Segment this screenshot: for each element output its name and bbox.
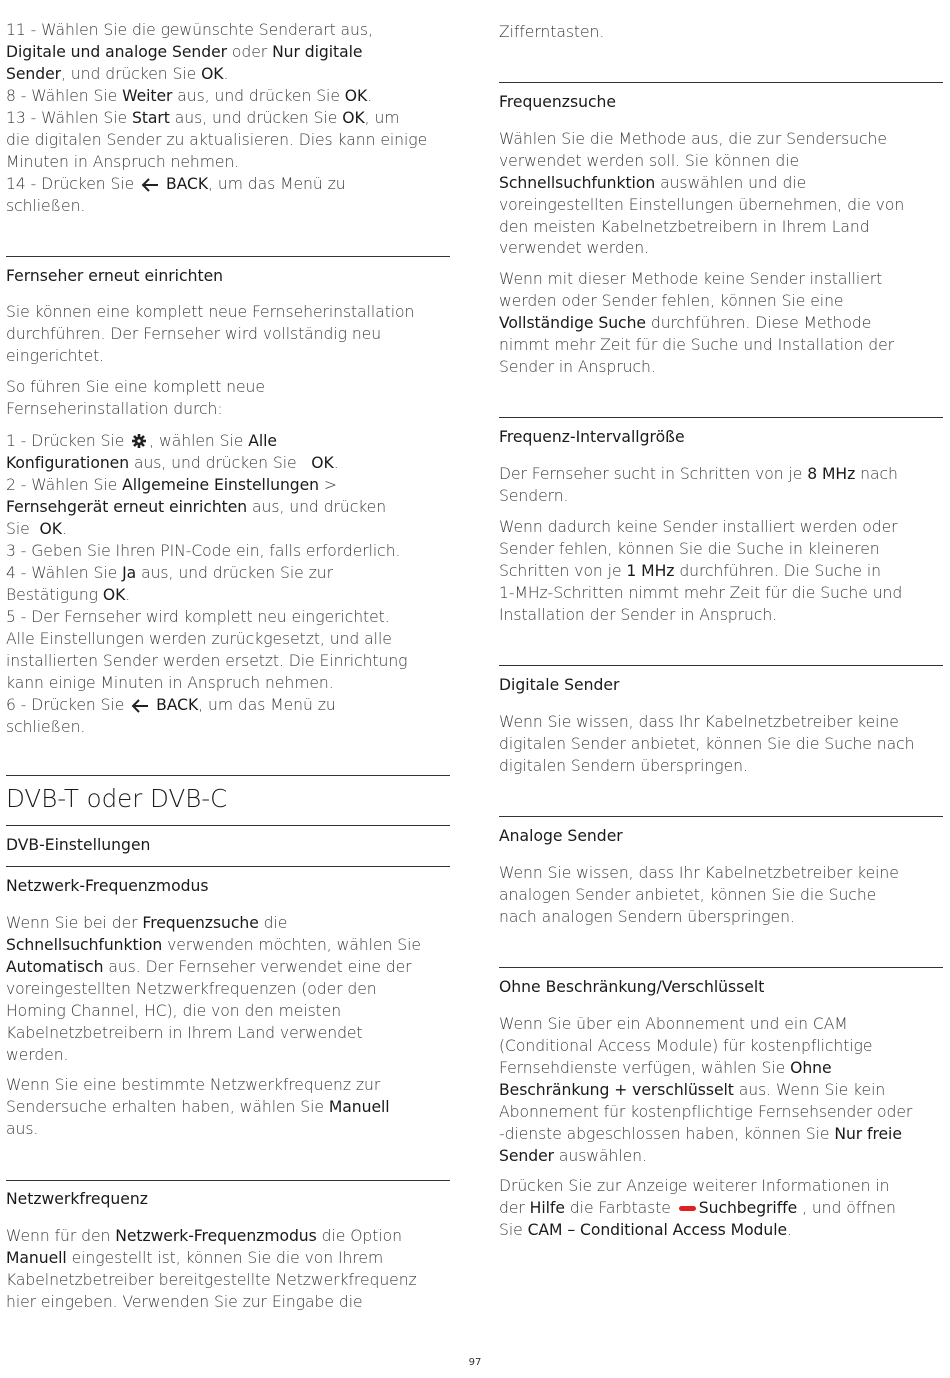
chapter-divider bbox=[6, 775, 450, 776]
paragraph-line: Automatisch aus. Der Fernseher verwendet eine der bbox=[6, 958, 412, 976]
step-line: 5 - Der Fernseher wird komplett neu eingerichtet. bbox=[6, 608, 390, 626]
section-divider bbox=[6, 825, 450, 826]
section-divider bbox=[499, 82, 943, 83]
paragraph-line: Sie CAM – Conditional Access Module. bbox=[499, 1221, 792, 1239]
step-line: 2 - Wählen Sie Allgemeine Einstellungen > bbox=[6, 476, 337, 494]
step-line: 13 - Wählen Sie Start aus, und drücken Sie OK, um bbox=[6, 109, 400, 127]
step-line: Digitale und analoge Sender oder Nur digitale bbox=[6, 43, 363, 61]
paragraph-line: verwendet werden soll. Sie können die bbox=[499, 152, 800, 170]
chapter-title: DVB-T oder DVB-C bbox=[6, 784, 228, 813]
subchapter-title: DVB-Einstellungen bbox=[6, 836, 151, 854]
paragraph-line: Schritten von je 1 MHz durchführen. Die Suche in bbox=[499, 562, 881, 580]
paragraph-line: nach analogen Sendern überspringen. bbox=[499, 908, 795, 926]
step-line: kann einige Minuten in Anspruch nehmen. bbox=[6, 674, 334, 692]
paragraph-line: voreingestellten Netzwerkfrequenzen (oder den bbox=[6, 980, 377, 998]
step-line: Bestätigung OK. bbox=[6, 586, 131, 604]
paragraph-line: Wenn Sie eine bestimmte Netzwerkfrequenz zur bbox=[6, 1076, 381, 1094]
paragraph-line: werden. bbox=[6, 1046, 69, 1064]
step-line: Sender, und drücken Sie OK. bbox=[6, 65, 229, 83]
paragraph-line: digitalen Sender anbietet, können Sie die Suche nach bbox=[499, 735, 915, 753]
step-line: 3 - Geben Sie Ihren PIN-Code ein, falls erforderlich. bbox=[6, 542, 401, 560]
paragraph-line: (Conditional Access Module) für kostenpflichtige bbox=[499, 1037, 873, 1055]
paragraph-line: Wählen Sie die Methode aus, die zur Sendersuche bbox=[499, 130, 887, 148]
paragraph-line: Sender in Anspruch. bbox=[499, 358, 656, 376]
paragraph-line: Sendern. bbox=[499, 487, 569, 505]
section-title: Ohne Beschränkung/Verschlüsselt bbox=[499, 978, 765, 996]
step-line: Konfigurationen aus, und drücken Sie OK. bbox=[6, 454, 339, 472]
section-divider bbox=[499, 967, 943, 968]
section-divider bbox=[499, 816, 943, 817]
step-line: 14 - Drücken Sie BACK, um das Menü zu bbox=[6, 174, 450, 199]
step-line: 1 - Drücken Sie , wählen Sie Alle bbox=[6, 431, 450, 456]
paragraph-line: Wenn Sie wissen, dass Ihr Kabelnetzbetreiber keine bbox=[499, 713, 899, 731]
paragraph-line: So führen Sie eine komplett neue bbox=[6, 378, 265, 396]
paragraph-line: Kabelnetzbetreibern in Ihrem Land verwendet bbox=[6, 1024, 363, 1042]
step-line: 8 - Wählen Sie Weiter aus, und drücken Sie OK. bbox=[6, 87, 373, 105]
section-title: Netzwerkfrequenz bbox=[6, 1190, 148, 1208]
red-color-key-icon bbox=[679, 1206, 696, 1211]
paragraph-line: Schnellsuchfunktion auswählen und die bbox=[499, 174, 807, 192]
paragraph-line: Kabelnetzbetreiber bereitgestellte Netzwerkfrequenz bbox=[6, 1271, 417, 1289]
paragraph-line: Schnellsuchfunktion verwenden möchten, wählen Sie bbox=[6, 936, 421, 954]
section-title: Netzwerk-Frequenzmodus bbox=[6, 877, 209, 895]
paragraph-line: eingerichtet. bbox=[6, 347, 105, 365]
step-line: 6 - Drücken Sie BACK, um das Menü zu bbox=[6, 695, 450, 720]
paragraph-line: Manuell eingestellt ist, können Sie die von Ihrem bbox=[6, 1249, 384, 1267]
paragraph-line: aus. bbox=[6, 1120, 39, 1138]
paragraph-line: nimmt mehr Zeit für die Suche und Installation der bbox=[499, 336, 895, 354]
paragraph-line: den meisten Kabelnetzbetreibern in Ihrem Land bbox=[499, 218, 870, 236]
section-title: Frequenzsuche bbox=[499, 93, 616, 111]
paragraph-line: 1-MHz-Schritten nimmt mehr Zeit für die Suche und bbox=[499, 584, 903, 602]
paragraph-line: Wenn für den Netzwerk-Frequenzmodus die Option bbox=[6, 1227, 402, 1245]
section-divider bbox=[499, 417, 943, 418]
paragraph-line: Homing Channel, HC), die von den meisten bbox=[6, 1002, 342, 1020]
paragraph-line: Sendersuche erhalten haben, wählen Sie Manuell bbox=[6, 1098, 390, 1116]
paragraph-line: analogen Sender anbietet, können Sie die Suche bbox=[499, 886, 877, 904]
paragraph-line: der Hilfe die Farbtaste Suchbegriffe , und öffnen bbox=[499, 1199, 896, 1217]
step-line: 11 - Wählen Sie die gewünschte Senderart aus, bbox=[6, 21, 373, 39]
paragraph-line: werden oder Sender fehlen, können Sie eine bbox=[499, 292, 844, 310]
paragraph-line: Sender fehlen, können Sie die Suche in kleineren bbox=[499, 540, 880, 558]
paragraph-line: hier eingeben. Verwenden Sie zur Eingabe die bbox=[6, 1293, 363, 1311]
section-title: Frequenz-Intervallgröße bbox=[499, 428, 685, 446]
paragraph-line: Drücken Sie zur Anzeige weiterer Informationen in bbox=[499, 1177, 890, 1195]
step-line: Alle Einstellungen werden zurückgesetzt, und alle bbox=[6, 630, 392, 648]
paragraph-line: Vollständige Suche durchführen. Diese Methode bbox=[499, 314, 872, 332]
step-line: Sie OK. bbox=[6, 520, 67, 538]
step-line: Fernsehgerät erneut einrichten aus, und drücken bbox=[6, 498, 387, 516]
paragraph-line: digitalen Sendern überspringen. bbox=[499, 757, 748, 775]
section-divider bbox=[6, 256, 450, 257]
paragraph-line: Der Fernseher sucht in Schritten von je 8 MHz nach bbox=[499, 465, 898, 483]
page-number: 97 bbox=[468, 1357, 482, 1368]
paragraph-line: -dienste abgeschlossen haben, können Sie Nur freie bbox=[499, 1125, 902, 1143]
paragraph-line: Zifferntasten. bbox=[499, 23, 605, 41]
paragraph-line: Wenn dadurch keine Sender installiert werden oder bbox=[499, 518, 898, 536]
section-title: Analoge Sender bbox=[499, 827, 623, 845]
paragraph-line: Wenn Sie wissen, dass Ihr Kabelnetzbetreiber keine bbox=[499, 864, 899, 882]
section-divider bbox=[6, 1180, 450, 1181]
paragraph-line: verwendet werden. bbox=[499, 239, 649, 257]
paragraph-line: Wenn mit dieser Methode keine Sender installiert bbox=[499, 270, 883, 288]
step-line: schließen. bbox=[6, 197, 86, 215]
paragraph-line: voreingestellten Einstellungen übernehmen, die von bbox=[499, 196, 905, 214]
paragraph-line: Sie können eine komplett neue Fernseherinstallation bbox=[6, 303, 415, 321]
paragraph-line: Fernseherinstallation durch: bbox=[6, 400, 223, 418]
step-line: Minuten in Anspruch nehmen. bbox=[6, 153, 240, 171]
paragraph-line: Abonnement für kostenpflichtige Fernsehsender oder bbox=[499, 1103, 913, 1121]
section-divider bbox=[6, 866, 450, 867]
paragraph-line: Wenn Sie über ein Abonnement und ein CAM bbox=[499, 1015, 848, 1033]
step-line: schließen. bbox=[6, 718, 86, 736]
paragraph-line: Beschränkung + verschlüsselt aus. Wenn Sie kein bbox=[499, 1081, 886, 1099]
step-line: die digitalen Sender zu aktualisieren. Dies kann einige bbox=[6, 131, 428, 149]
paragraph-line: Fernsehdienste verfügen, wählen Sie Ohne bbox=[499, 1059, 832, 1077]
step-line: installierten Sender werden ersetzt. Die Einrichtung bbox=[6, 652, 408, 670]
step-line: 4 - Wählen Sie Ja aus, und drücken Sie zur bbox=[6, 564, 333, 582]
paragraph-line: Installation der Sender in Anspruch. bbox=[499, 606, 778, 624]
paragraph-line: Wenn Sie bei der Frequenzsuche die bbox=[6, 914, 288, 932]
section-title: Fernseher erneut einrichten bbox=[6, 267, 224, 285]
paragraph-line: durchführen. Der Fernseher wird vollständig neu bbox=[6, 325, 382, 343]
section-divider bbox=[499, 665, 943, 666]
paragraph-line: Sender auswählen. bbox=[499, 1147, 647, 1165]
section-title: Digitale Sender bbox=[499, 676, 620, 694]
